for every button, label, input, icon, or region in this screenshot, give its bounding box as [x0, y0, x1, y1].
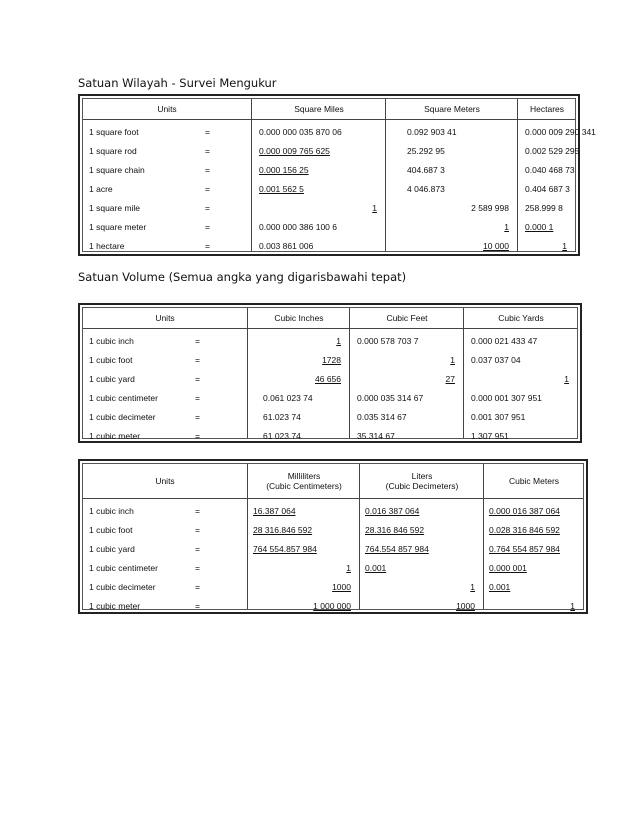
table-row	[83, 218, 575, 237]
value-cell: 28 316.846 592	[253, 525, 313, 535]
table-inner-frame	[82, 307, 578, 439]
column-header: Units	[155, 313, 175, 323]
unit-label: 1 acre	[89, 184, 113, 194]
table-row	[83, 597, 583, 616]
value-cell: 0.000 000 035 870 06	[259, 127, 342, 137]
unit-label: 1 cubic decimeter	[89, 412, 156, 422]
table-row	[83, 540, 583, 559]
table-row	[83, 521, 583, 540]
value-cell: 0.028 316 846 592	[489, 525, 560, 535]
equals-sign: =	[195, 393, 200, 403]
value-cell: 46 656	[315, 374, 341, 384]
table-row	[83, 351, 577, 370]
value-cell: 61 023.74	[263, 431, 301, 441]
value-cell: 258.999 8	[525, 203, 563, 213]
table-header	[83, 99, 575, 120]
table-row	[83, 237, 575, 256]
column-header: Units	[157, 104, 177, 114]
value-cell: 0.040 468 73	[525, 165, 575, 175]
table-inner-frame	[82, 463, 584, 610]
table-row	[83, 199, 575, 218]
column-header: Units	[155, 476, 175, 486]
table-row	[83, 559, 583, 578]
unit-label: 1 square rod	[89, 146, 137, 156]
equals-sign: =	[205, 127, 210, 137]
unit-label: 1 square foot	[89, 127, 139, 137]
value-cell: 0.061 023 74	[263, 393, 313, 403]
value-cell: 0.035 314 67	[357, 412, 407, 422]
column-header: Milliliters (Cubic Centimeters)	[247, 464, 360, 498]
table-row	[83, 142, 580, 161]
equals-sign: =	[195, 355, 200, 365]
volume-units-table-2	[78, 459, 588, 614]
equals-sign: =	[195, 506, 200, 516]
volume-units-table-1	[78, 303, 582, 443]
value-cell: 1	[564, 374, 569, 384]
value-cell: 0.016 387 064	[365, 506, 420, 516]
value-cell: 0.000 021 433 47	[471, 336, 538, 346]
table-row	[83, 427, 577, 446]
value-cell: 25.292 95	[407, 146, 445, 156]
value-cell: 0.000 035 314 67	[357, 393, 424, 403]
column-header: Square Miles	[251, 99, 386, 119]
unit-label: 1 square chain	[89, 165, 145, 175]
unit-label: 1 cubic inch	[89, 506, 134, 516]
equals-sign: =	[205, 184, 210, 194]
table-inner-frame	[82, 98, 596, 252]
value-cell: 28.316 846 592	[365, 525, 425, 535]
unit-label: 1 cubic yard	[89, 374, 135, 384]
table-row	[83, 161, 575, 180]
equals-sign: =	[205, 146, 210, 156]
equals-sign: =	[195, 525, 200, 535]
table-row	[83, 389, 577, 408]
column-header: Liters (Cubic Decimeters)	[359, 464, 484, 498]
equals-sign: =	[195, 563, 200, 573]
unit-label: 1 cubic centimeter	[89, 563, 158, 573]
value-cell: 0.000 009 290 341	[525, 127, 596, 137]
equals-sign: =	[205, 222, 210, 232]
value-cell: 1000	[332, 582, 351, 592]
value-cell: 764 554.857 984	[253, 544, 317, 554]
value-cell: 0.001	[489, 582, 511, 592]
value-cell: 0.000 001 307 951	[471, 393, 542, 403]
unit-label: 1 cubic yard	[89, 544, 135, 554]
unit-label: 1 cubic inch	[89, 336, 134, 346]
value-cell: 1	[450, 355, 455, 365]
equals-sign: =	[205, 165, 210, 175]
table-row	[83, 180, 575, 199]
equals-sign: =	[195, 544, 200, 554]
table-row	[83, 370, 577, 389]
value-cell: 0.002 529 295	[525, 146, 580, 156]
column-header: Cubic Meters	[483, 464, 584, 498]
unit-label: 1 cubic meter	[89, 601, 141, 611]
unit-label: 1 cubic foot	[89, 525, 133, 535]
table-header	[83, 308, 577, 329]
unit-label: 1 cubic centimeter	[89, 393, 158, 403]
unit-label: 1 square mile	[89, 203, 141, 213]
value-cell: 0.764 554 857 984	[489, 544, 560, 554]
value-cell: 16.387 064	[253, 506, 296, 516]
value-cell: 10 000	[483, 241, 509, 251]
value-cell: 404.687 3	[407, 165, 445, 175]
value-cell: 0.000 1	[525, 222, 554, 232]
table-row	[83, 502, 583, 521]
area-units-heading: Satuan Wilayah - Survei Mengukur	[78, 76, 277, 90]
value-cell: 1	[372, 203, 377, 213]
table-row	[83, 578, 583, 597]
value-cell: 0.037 037 04	[471, 355, 521, 365]
equals-sign: =	[195, 601, 200, 611]
equals-sign: =	[205, 203, 210, 213]
value-cell: 1000	[456, 601, 475, 611]
equals-sign: =	[195, 412, 200, 422]
column-header: Hectares	[517, 99, 576, 119]
value-cell: 0.000 016 387 064	[489, 506, 560, 516]
value-cell: 0.000 156 25	[259, 165, 309, 175]
value-cell: 1	[336, 336, 341, 346]
value-cell: 1 000 000	[313, 601, 351, 611]
equals-sign: =	[195, 374, 200, 384]
equals-sign: =	[195, 431, 200, 441]
value-cell: 0.000 001	[489, 563, 527, 573]
value-cell: 0.000 578 703 7	[357, 336, 419, 346]
value-cell: 0.003 861 006	[259, 241, 314, 251]
table-row	[83, 408, 577, 427]
value-cell: 1	[562, 241, 567, 251]
value-cell: 0.001 562 5	[259, 184, 304, 194]
unit-label: 1 cubic meter	[89, 431, 141, 441]
table-row	[83, 123, 596, 142]
value-cell: 1	[504, 222, 509, 232]
value-cell: 35.314 67	[357, 431, 395, 441]
equals-sign: =	[195, 336, 200, 346]
value-cell: 27	[445, 374, 455, 384]
column-header: Square Meters	[385, 99, 518, 119]
unit-label: 1 hectare	[89, 241, 125, 251]
value-cell: 1.307 951	[471, 431, 509, 441]
equals-sign: =	[195, 582, 200, 592]
value-cell: 61.023 74	[263, 412, 301, 422]
table-row	[83, 332, 577, 351]
unit-label: 1 square meter	[89, 222, 147, 232]
area-units-table	[78, 94, 596, 256]
value-cell: 2 589 998	[471, 203, 509, 213]
table-header	[83, 464, 583, 499]
value-cell: 764.554 857 984	[365, 544, 429, 554]
value-cell: 0.001 307 951	[471, 412, 526, 422]
value-cell: 4 046.873	[407, 184, 445, 194]
value-cell: 0.404 687 3	[525, 184, 570, 194]
value-cell: 0.092 903 41	[407, 127, 457, 137]
value-cell: 1	[346, 563, 351, 573]
value-cell: 1728	[322, 355, 341, 365]
equals-sign: =	[205, 241, 210, 251]
unit-label: 1 cubic foot	[89, 355, 133, 365]
value-cell: 0.000 009 765 625	[259, 146, 330, 156]
column-header: Cubic Yards	[463, 308, 578, 328]
column-header: Cubic Feet	[349, 308, 464, 328]
value-cell: 1	[570, 601, 575, 611]
value-cell: 0.000 000 386 100 6	[259, 222, 337, 232]
volume-units-heading: Satuan Volume (Semua angka yang digarisbawahi tepat)	[78, 270, 407, 284]
value-cell: 0.001	[365, 563, 387, 573]
value-cell: 1	[470, 582, 475, 592]
unit-label: 1 cubic decimeter	[89, 582, 156, 592]
column-header: Cubic Inches	[247, 308, 350, 328]
